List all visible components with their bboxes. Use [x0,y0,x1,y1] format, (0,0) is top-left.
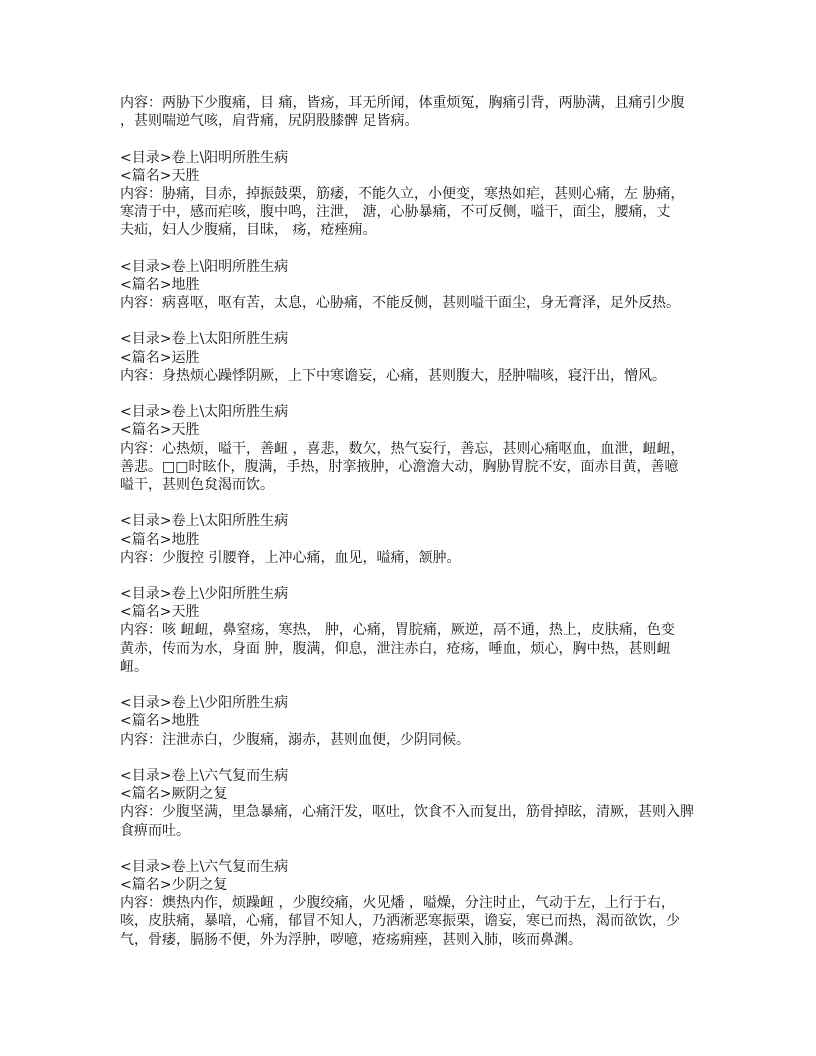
content-line: ，甚则喘逆气咳，肩背痛，尻阴股膝髀 足皆病。 [120,113,419,130]
document-body [120,94,710,949]
title-line: <篇名>少阴之复 [120,877,228,894]
content-line: 食痹而吐。 [120,822,190,839]
catalog-line: <目录>卷上\太阳所胜生病 [120,331,289,348]
content-line: 内容：胁痛，目赤，掉振鼓栗，筋痿，不能久立，小便变，寒热如疟，甚则心痛，左 胁痛， [120,185,685,202]
content-line: 夫疝，妇人少腹痛，目昧， 疡，疮痤痈。 [120,222,377,239]
entry [120,258,710,313]
catalog-line: <目录>卷上\太阳所胜生病 [120,404,289,421]
title-line: <篇名>地胜 [120,531,200,548]
entry [120,694,710,749]
title-line: <篇名>地胜 [120,276,200,293]
content-line: 内容：心热烦，嗌干，善衄 ，喜悲，数欠，热气妄行，善忘，甚则心痛呕血，血泄，衄衄， [120,440,685,457]
content-line: 内容：身热烦心躁悸阴厥，上下中寒谵妄，心痛，甚则腹大，胫肿喘咳，寝汗出，憎风。 [120,367,666,384]
entry [120,512,710,567]
title-line: <篇名>天胜 [120,422,200,439]
content-line: 内容：注泄赤白，少腹痛，溺赤，甚则血便，少阴同候。 [120,731,470,748]
entry [120,767,710,840]
content-line: 衄。 [120,658,148,675]
entry [120,149,710,240]
content-line: 气，骨痿，膈肠不便，外为浮肿，哕噫，疮疡痈痤，甚则入肺，咳而鼻渊。 [120,931,582,948]
content-line: 内容：少腹控 引腰脊，上冲心痛，血见，嗌痛，颔肿。 [120,549,461,566]
title-line: <篇名>天胜 [120,167,200,184]
entry [120,858,710,949]
title-line: <篇名>天胜 [120,604,200,621]
intro-content [120,94,710,130]
content-line: 善悲。□□时眩仆，腹满，手热，肘挛掖肿，心澹澹大动，胸胁胃脘不安，面赤目黄，善噫 [120,458,679,475]
entry [120,330,710,385]
catalog-line: <目录>卷上\少阳所胜生病 [120,695,289,712]
entry [120,585,710,676]
entry [120,403,710,494]
content-line: 内容：咳 衄衄，鼻窒疡，寒热， 肿，心痛，胃脘痛，厥逆，鬲不通，热上，皮肤痛，色变 [120,622,675,639]
content-line: 内容：两胁下少腹痛，目 痛，皆疡，耳无所闻，体重烦冤，胸痛引背，两胁满，且痛引少腹 [120,95,685,111]
content-line: 寒清于中，感而疟咳，腹中鸣，注泄， 溏，心胁暴痛，不可反侧，嗌干，面尘，腰痛，丈 [120,204,671,221]
title-line: <篇名>地胜 [120,713,200,730]
entry-list [120,149,710,949]
catalog-line: <目录>卷上\六气复而生病 [120,767,289,784]
content-line: 咳，皮肤痛，暴喑，心痛，郁冒不知人，乃洒淅恶寒振栗，谵妄，寒已而热，渴而欲饮，少 [120,913,680,930]
content-line: 内容：少腹坚满，里急暴痛，心痛汗发，呕吐，饮食不入而复出，筋骨掉眩，清厥，甚则入脾 [120,804,694,821]
catalog-line: <目录>卷上\阳明所胜生病 [120,258,289,275]
content-line: 嗌干，甚则色炱渴而饮。 [120,476,274,493]
content-line: 内容：病喜呕，呕有苦，太息，心胁痛，不能反侧，甚则嗌干面尘，身无膏泽，足外反热。 [120,295,680,312]
content-line: 黄赤，传而为水，身面 肿，腹满，仰息，泄注赤白，疮疡，唾血，烦心，胸中热，甚则衄 [120,640,671,657]
catalog-line: <目录>卷上\阳明所胜生病 [120,149,289,166]
content-line: 内容：燠热内作，烦躁衄 ，少腹绞痛，火见燔 ，嗌燥，分注时止，气动于左，上行于右， [120,895,675,912]
title-line: <篇名>厥阴之复 [120,786,228,803]
catalog-line: <目录>卷上\少阳所胜生病 [120,586,289,603]
catalog-line: <目录>卷上\六气复而生病 [120,858,289,875]
title-line: <篇名>运胜 [120,349,200,366]
catalog-line: <目录>卷上\太阳所胜生病 [120,513,289,530]
